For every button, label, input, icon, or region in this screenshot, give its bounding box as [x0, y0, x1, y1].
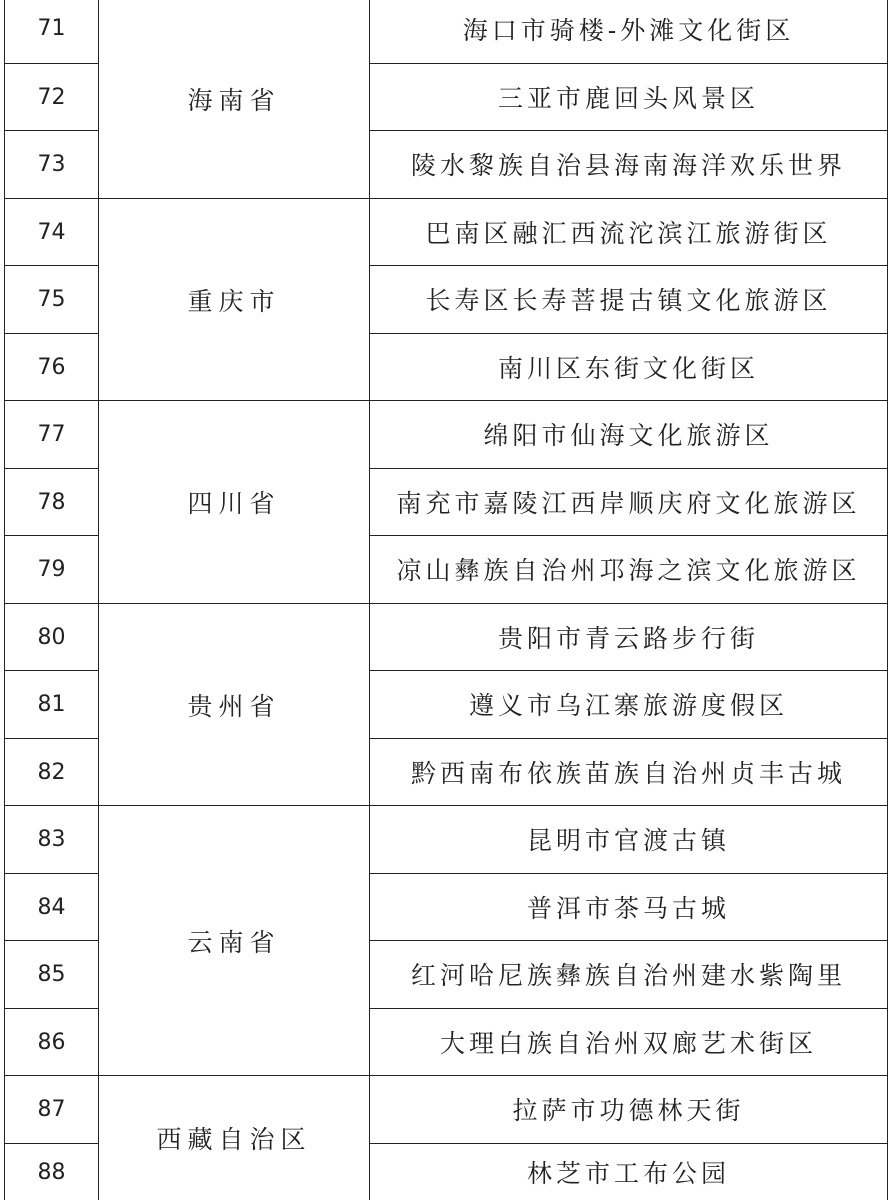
district-name: 遵义市乌江寨旅游度假区 [369, 671, 887, 738]
row-number: 78 [5, 469, 99, 536]
district-name: 红河哈尼族彝族自治州建水紫陶里 [369, 941, 887, 1008]
row-number: 75 [5, 266, 99, 333]
district-name: 贵阳市青云路步行街 [369, 604, 887, 671]
province-cell: 重庆市 [99, 198, 369, 400]
row-number: 82 [5, 739, 99, 806]
row-number: 74 [5, 199, 99, 266]
district-name: 南充市嘉陵江西岸顺庆府文化旅游区 [369, 469, 887, 536]
district-name: 长寿区长寿菩提古镇文化旅游区 [369, 266, 887, 333]
district-name: 林芝市工布公园 [369, 1144, 887, 1200]
province-cell: 海南省 [99, 0, 369, 198]
district-name: 大理白族自治州双廊艺术街区 [369, 1009, 887, 1076]
district-name: 昆明市官渡古镇 [369, 806, 887, 873]
district-name: 海口市骑楼-外滩文化街区 [369, 0, 887, 63]
district-name: 巴南区融汇西流沱滨江旅游街区 [369, 199, 887, 266]
row-number: 86 [5, 1009, 99, 1076]
row-number: 84 [5, 874, 99, 941]
row-number: 85 [5, 941, 99, 1008]
district-name: 黔西南布依族苗族自治州贞丰古城 [369, 739, 887, 806]
district-name: 陵水黎族自治县海南海洋欢乐世界 [369, 131, 887, 198]
province-cell: 贵州省 [99, 603, 369, 805]
row-number: 77 [5, 401, 99, 468]
district-name: 绵阳市仙海文化旅游区 [369, 401, 887, 468]
district-name: 凉山彝族自治州邛海之滨文化旅游区 [369, 536, 887, 603]
row-number: 71 [5, 0, 99, 63]
row-number: 88 [5, 1144, 99, 1200]
row-number: 87 [5, 1076, 99, 1143]
district-name: 普洱市茶马古城 [369, 874, 887, 941]
province-cell: 四川省 [99, 400, 369, 603]
row-number: 76 [5, 334, 99, 401]
row-number: 73 [5, 131, 99, 198]
row-number: 79 [5, 536, 99, 603]
row-number: 80 [5, 604, 99, 671]
province-cell: 西藏自治区 [99, 1075, 369, 1200]
district-name: 三亚市鹿回头风景区 [369, 64, 887, 131]
row-number: 83 [5, 806, 99, 873]
district-name: 南川区东街文化街区 [369, 334, 887, 401]
district-name: 拉萨市功德林天街 [369, 1076, 887, 1143]
row-number: 81 [5, 671, 99, 738]
row-number: 72 [5, 64, 99, 131]
district-table [4, 0, 888, 1200]
province-cell: 云南省 [99, 805, 369, 1075]
